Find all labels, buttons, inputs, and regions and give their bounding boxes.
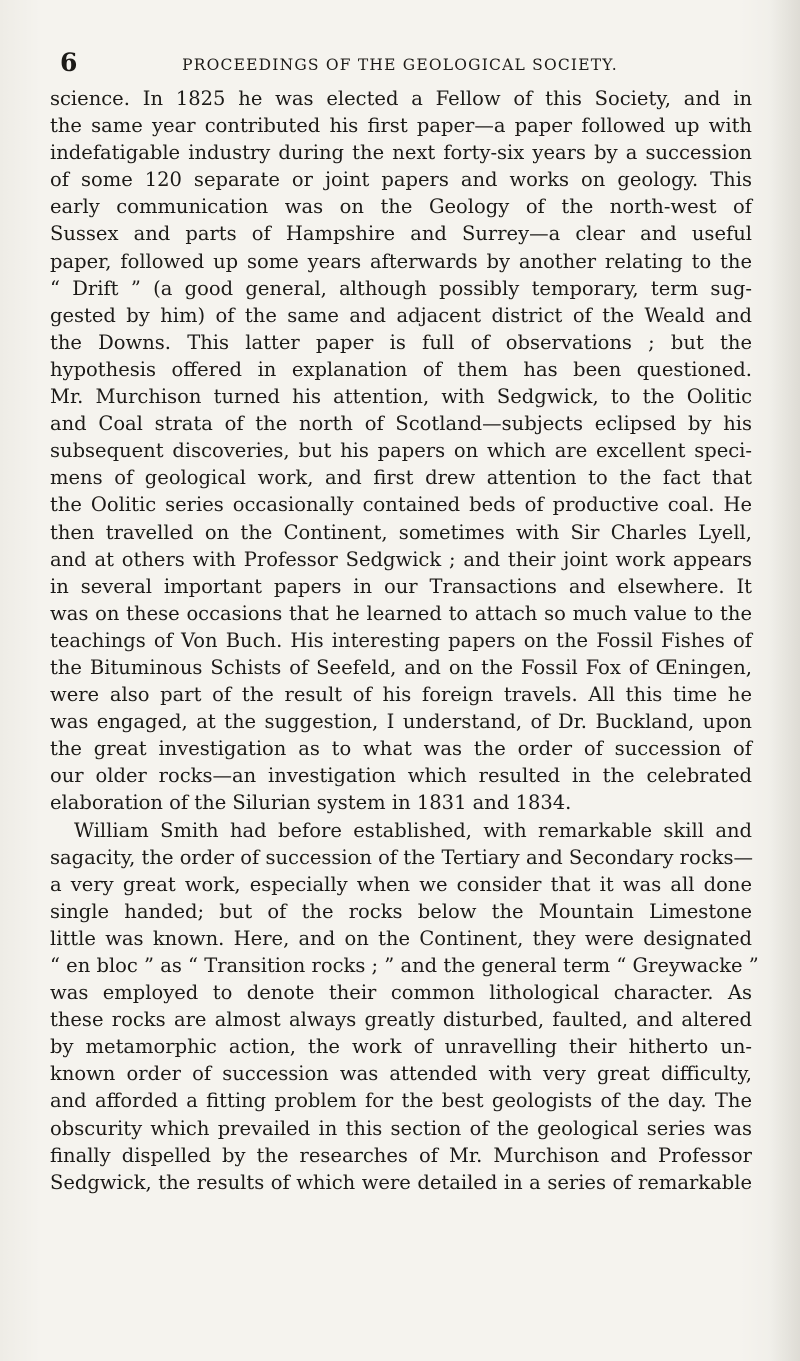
text-line: elaboration of the Silurian system in 1831 and 1834.	[50, 791, 572, 815]
text-line: teachings of Von Buch. His interesting papers on the Fossil Fishes of	[50, 628, 752, 652]
body-text	[50, 85, 759, 1196]
text-line: early communication was on the Geology of the north-west of	[50, 195, 752, 219]
text-line: the Downs. This latter paper is full of observations ; but the	[50, 330, 752, 354]
page-header	[50, 48, 750, 78]
text-line: and at others with Professor Sedgwick ; and their joint work appears	[50, 547, 752, 571]
text-line: was on these occasions that he learned to attach so much value to the	[50, 601, 752, 625]
text-line: the great investigation as to what was the order of succession of	[50, 737, 752, 761]
text-line: finally dispelled by the researches of Mr. Murchison and Professor	[50, 1143, 752, 1167]
text-line: Sedgwick, the results of which were detailed in a series of remarkable	[50, 1170, 752, 1194]
text-line: little was known. Here, and on the Continent, they were designated	[50, 926, 752, 950]
text-line: then travelled on the Continent, sometimes with Sir Charles Lyell,	[50, 520, 752, 544]
text-line: “ en bloc ” as “ Transition rocks ; ” and the general term “ Greywacke ”	[50, 954, 759, 977]
running-head: PROCEEDINGS OF THE GEOLOGICAL SOCIETY.	[182, 56, 618, 74]
text-line: the Oolitic series occasionally contained beds of productive coal. He	[50, 493, 752, 517]
page-edge-shadow	[770, 0, 800, 1361]
text-line: the Bituminous Schists of Seefeld, and on the Fossil Fox of Œningen,	[50, 655, 752, 679]
text-line: William Smith had before established, with remarkable skill and	[74, 818, 752, 842]
text-line: a very great work, especially when we consider that it was all done	[50, 872, 752, 896]
text-line: the same year contributed his first paper—a paper followed up with	[50, 114, 752, 138]
text-line: “ Drift ” (a good general, although possibly temporary, term sug-	[50, 276, 752, 300]
text-line: obscurity which prevailed in this section of the geological series was	[50, 1116, 752, 1140]
text-line: gested by him) of the same and adjacent district of the Weald and	[50, 303, 752, 327]
text-line: science. In 1825 he was elected a Fellow of this Society, and in	[50, 87, 752, 110]
text-line: was engaged, at the suggestion, I understand, of Dr. Buckland, upon	[50, 710, 752, 734]
text-line: in several important papers in our Transactions and elsewhere. It	[50, 574, 752, 598]
text-line: hypothesis offered in explanation of them has been questioned.	[50, 357, 752, 381]
text-line: paper, followed up some years afterwards by another relating to the	[50, 249, 752, 273]
text-line: sagacity, the order of succession of the Tertiary and Secondary rocks—	[50, 845, 753, 869]
text-line: and afforded a fitting problem for the best geologists of the day. The	[50, 1089, 752, 1113]
text-line: these rocks are almost always greatly disturbed, faulted, and altered	[50, 1008, 752, 1032]
page-number: 6	[60, 48, 78, 77]
text-line: mens of geological work, and first drew attention to the fact that	[50, 466, 752, 490]
text-line: single handed; but of the rocks below the Mountain Limestone	[50, 899, 752, 923]
text-line: and Coal strata of the north of Scotland—subjects eclipsed by his	[50, 412, 752, 436]
text-line: was employed to denote their common lithological character. As	[50, 981, 752, 1005]
text-line: Sussex and parts of Hampshire and Surrey—a clear and useful	[50, 222, 752, 246]
text-line: were also part of the result of his foreign travels. All this time he	[50, 683, 752, 707]
text-line: known order of succession was attended with very great difficulty,	[50, 1062, 752, 1086]
text-line: subsequent discoveries, but his papers on which are excellent speci-	[50, 439, 752, 463]
text-line: by metamorphic action, the work of unravelling their hitherto un-	[50, 1035, 752, 1059]
text-line: Mr. Murchison turned his attention, with Sedgwick, to the Oolitic	[50, 385, 752, 409]
text-line: indefatigable industry during the next forty-six years by a succession	[50, 141, 752, 165]
text-line: of some 120 separate or joint papers and works on geology. This	[50, 168, 752, 192]
text-line: our older rocks—an investigation which resulted in the celebrated	[50, 764, 752, 788]
